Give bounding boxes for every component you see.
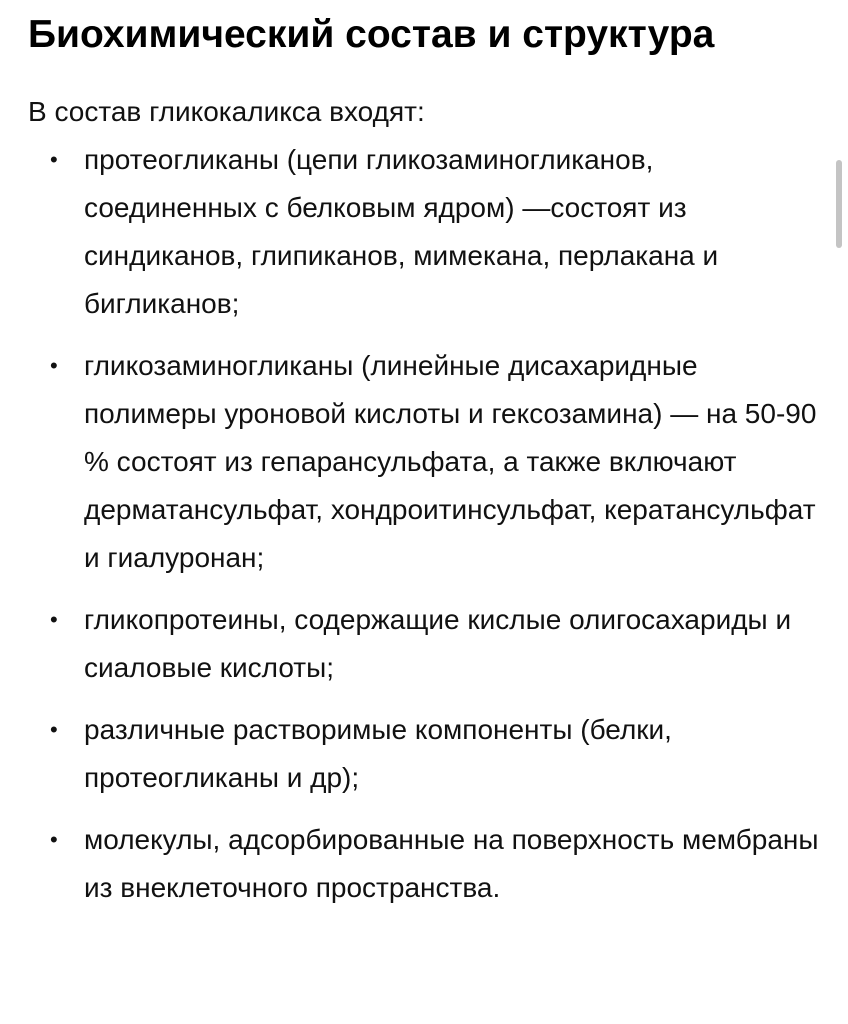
list-item-text: молекулы, адсорбированные на поверхность мембраны из внеклеточного пространства. — [84, 824, 819, 903]
list-item — [28, 342, 828, 582]
list-item — [28, 596, 828, 692]
list-item — [28, 816, 828, 912]
list-item — [28, 136, 828, 328]
bullet-icon: • — [50, 607, 58, 632]
bullet-icon: • — [50, 827, 58, 852]
list-item-text: протеогликаны (цепи гликозаминогликанов, соединенных с белковым ядром) —состоят из синдиканов, глипиканов, мимекана, перлакана и бигликанов; — [84, 144, 719, 319]
list-item-text: гликопротеины, содержащие кислые олигосахариды и сиаловые кислоты; — [84, 604, 792, 683]
intro-text: В состав гликокаликса входят: — [28, 96, 425, 127]
scrollbar-thumb[interactable] — [836, 160, 842, 248]
list-item-text: гликозаминогликаны (линейные дисахаридные полимеры уроновой кислоты и гексозамина) — на 50-90 % состоят из гепарансульфата, а также включают дерматансульфат, хондроитинсульфат, кератансульфат и гиалуронан; — [84, 350, 817, 573]
bullet-icon: • — [50, 717, 58, 742]
page-title: Биохимический состав и структура — [28, 13, 715, 56]
list-item-text: различные растворимые компоненты (белки, протеогликаны и др); — [84, 714, 672, 793]
article — [28, 0, 828, 926]
list-item — [28, 706, 828, 802]
bullet-icon: • — [50, 353, 58, 378]
bullet-icon: • — [50, 147, 58, 172]
composition-list — [28, 136, 828, 912]
